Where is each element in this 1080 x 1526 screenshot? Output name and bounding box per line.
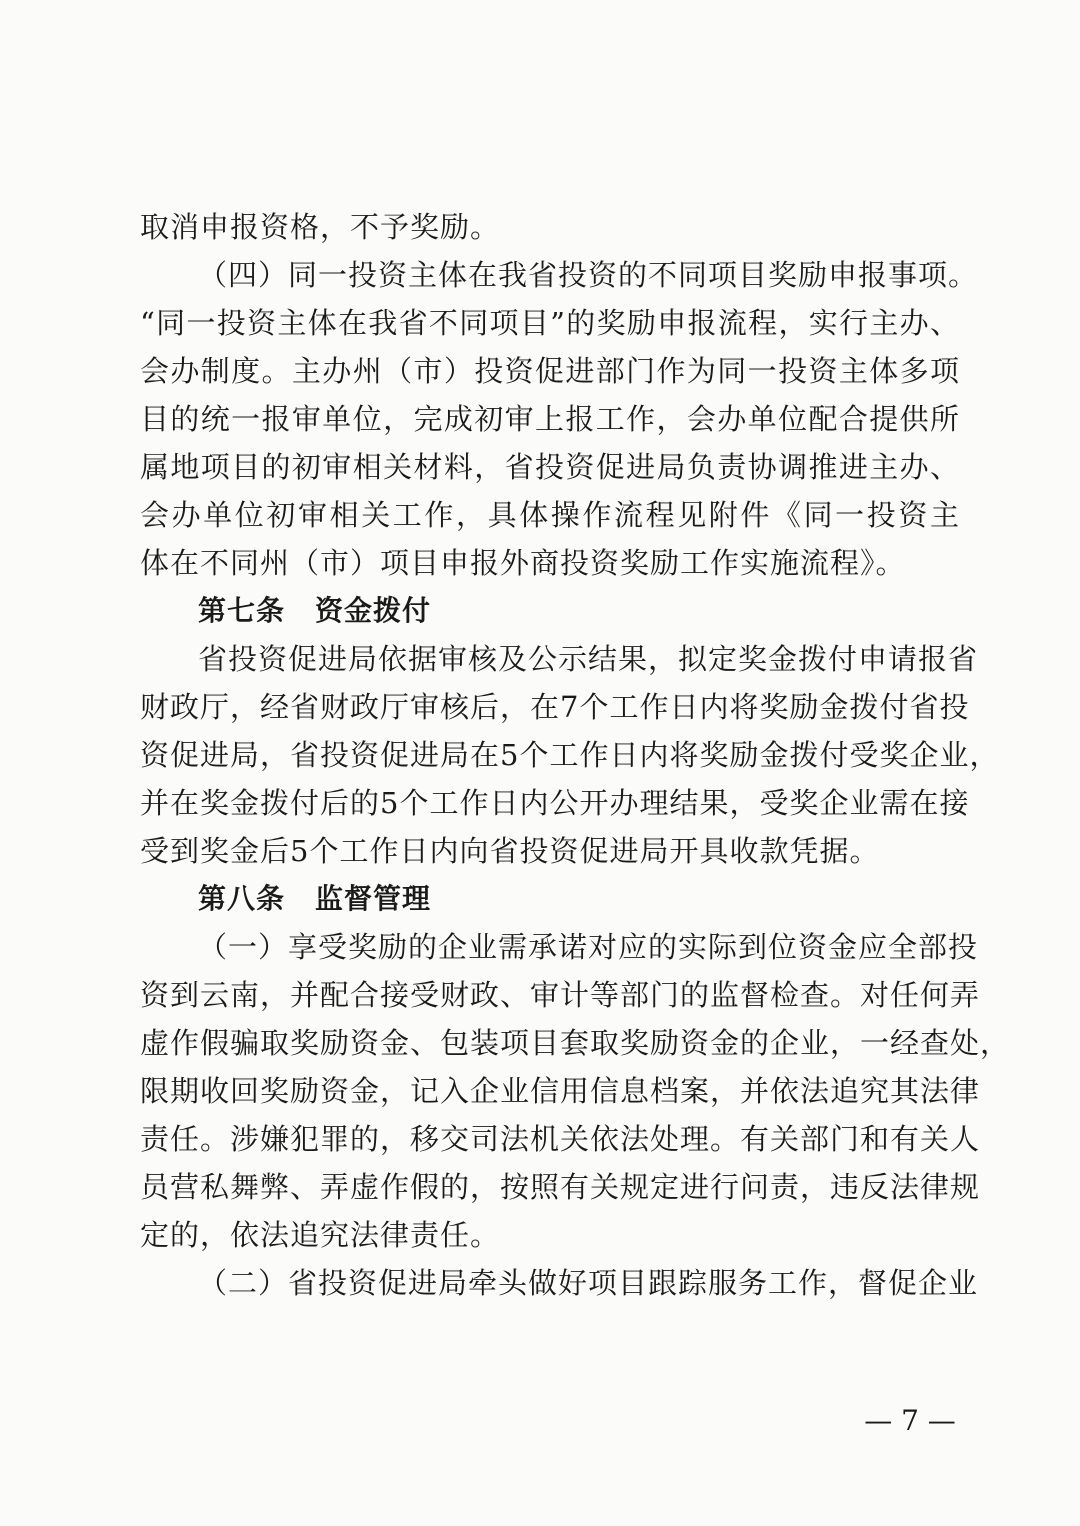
page-number: — 7 — <box>864 1404 956 1437</box>
text-line: 取消申报资格，不予奖励。 <box>140 210 501 244</box>
text-line: 资促进局，省投资促进局在5个工作日内将奖励金拨付受奖企业， <box>140 738 1000 772</box>
text-line: 会办制度。主办州（市）投资促进部门作为同一投资主体多项 <box>140 354 960 388</box>
text-line: 定的，依法追究法律责任。 <box>140 1218 501 1252</box>
text-line: 会办单位初审相关工作，具体操作流程见附件《同一投资主 <box>140 498 960 532</box>
text-line: 省投资促进局依据审核及公示结果，拟定奖金拨付申请报省 <box>198 642 979 676</box>
article-number: 第七条 <box>198 594 286 627</box>
text-line: （四）同一投资主体在我省投资的不同项目奖励申报事项。 <box>198 258 979 292</box>
text-line: 属地项目的初审相关材料，省投资促进局负责协调推进主办、 <box>140 450 960 484</box>
text-line: 并在奖金拨付后的5个工作日内公开办理结果，受奖企业需在接 <box>140 786 970 820</box>
article-title: 监督管理 <box>315 882 432 915</box>
text-line: （二）省投资促进局牵头做好项目跟踪服务工作，督促企业 <box>198 1266 979 1300</box>
article-number: 第八条 <box>198 882 286 915</box>
text-line: “同一投资主体在我省不同项目”的奖励申报流程，实行主办、 <box>140 306 960 340</box>
text-line: 限期收回奖励资金，记入企业信用信息档案，并依法追究其法律 <box>140 1074 981 1108</box>
article-title: 资金拨付 <box>315 594 432 627</box>
text-line: （一）享受奖励的企业需承诺对应的实际到位资金应全部投 <box>198 930 979 964</box>
text-line: 财政厅，经省财政厅审核后，在7个工作日内将奖励金拨付省投 <box>140 690 970 724</box>
text-line: 责任。涉嫌犯罪的，移交司法机关依法处理。有关部门和有关人 <box>140 1122 981 1156</box>
article-8-heading <box>140 875 960 923</box>
text-line: 体在不同州（市）项目申报外商投资奖励工作实施流程》。 <box>140 546 906 580</box>
article-7-heading <box>140 587 960 635</box>
text-line: 员营私舞弊、弄虚作假的，按照有关规定进行问责，违反法律规 <box>140 1170 981 1204</box>
text-line: 虚作假骗取奖励资金、包装项目套取奖励资金的企业，一经查处， <box>140 1026 1011 1060</box>
text-line: 资到云南，并配合接受财政、审计等部门的监督检查。对任何弄 <box>140 978 981 1012</box>
body-text <box>140 203 1011 1307</box>
text-line: 受到奖金后5个工作日内向省投资促进局开具收款凭据。 <box>140 834 880 868</box>
text-line: 目的统一报审单位，完成初审上报工作，会办单位配合提供所 <box>140 402 960 436</box>
